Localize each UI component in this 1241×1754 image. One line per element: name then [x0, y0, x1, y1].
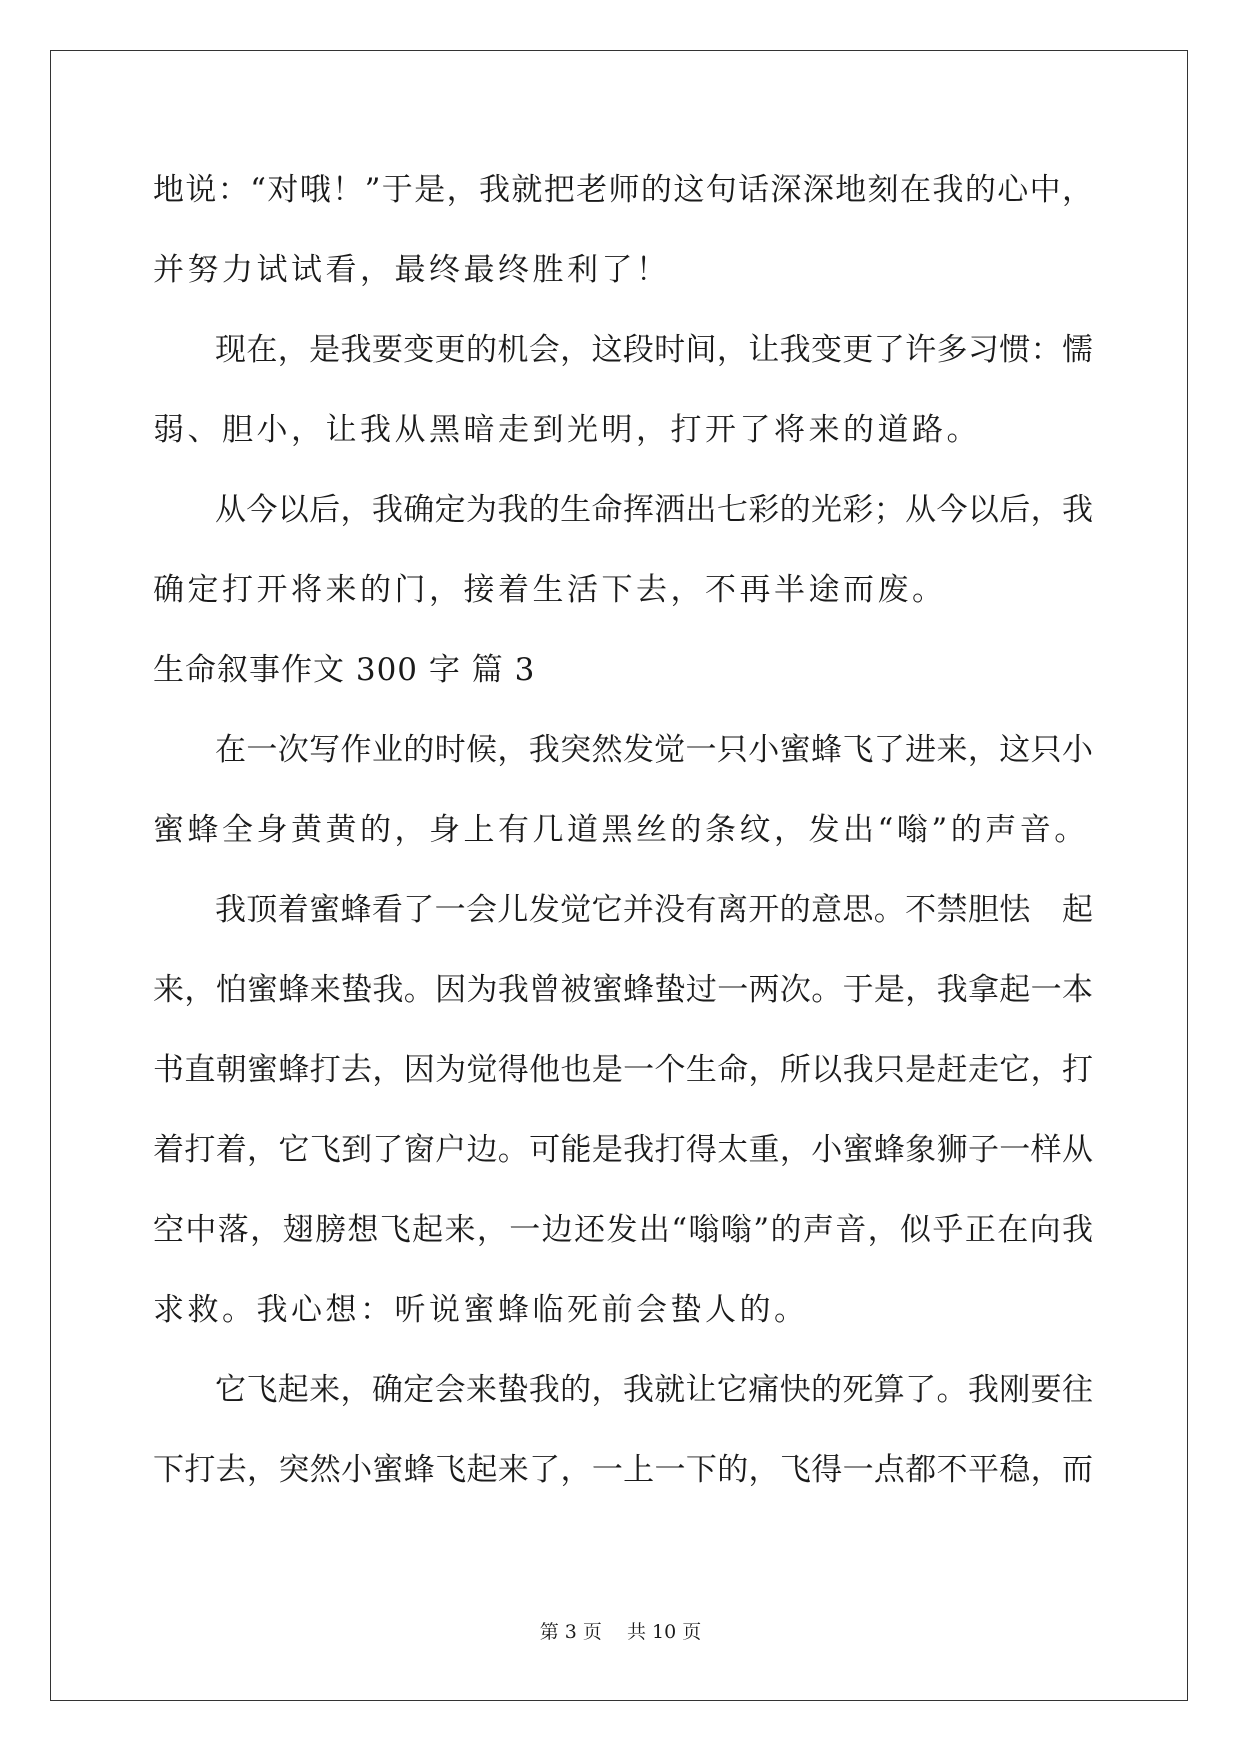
text-line: 空中落，翅膀想飞起来，一边还发出“嗡嗡”的声音，似乎正在向我	[153, 1212, 1093, 1248]
text-line: 并努力试试看，最终最终胜利了！	[153, 252, 671, 288]
text-line: 弱、胆小，让我从黑暗走到光明，打开了将来的道路。	[153, 412, 981, 448]
text-line: 来，怕蜜蜂来蛰我。因为我曾被蜜蜂蛰过一两次。于是，我拿起一本	[153, 972, 1093, 1008]
text-line: 地说：“对哦！”于是，我就把老师的这句话深深地刻在我的心中，	[153, 172, 1093, 208]
text-line: 求救。我心想：听说蜜蜂临死前会蛰人的。	[153, 1292, 809, 1328]
paragraph-first-line: 我顶着蜜蜂看了一会儿发觉它并没有离开的意思。不禁胆怯 起	[215, 892, 1093, 928]
text-line: 下打去，突然小蜜蜂飞起来了，一上一下的，飞得一点都不平稳，而	[153, 1452, 1093, 1488]
paragraph-first-line: 它飞起来，确定会来蛰我的，我就让它痛快的死算了。我刚要往	[215, 1372, 1093, 1408]
text-line: 蜜蜂全身黄黄的，身上有几道黑丝的条纹，发出“嗡”的声音。	[153, 812, 1089, 848]
paragraph-first-line: 从今以后，我确定为我的生命挥洒出七彩的光彩；从今以后，我	[215, 492, 1093, 528]
text-line: 着打着，它飞到了窗户边。可能是我打得太重，小蜜蜂象狮子一样从	[153, 1132, 1093, 1168]
page-number-footer: 第 3 页 共 10 页	[539, 1621, 702, 1643]
paragraph-first-line: 现在，是我要变更的机会，这段时间，让我变更了许多习惯：懦	[215, 332, 1093, 368]
section-heading: 生命叙事作文 300 字 篇 3	[153, 652, 536, 688]
text-line: 书直朝蜜蜂打去，因为觉得他也是一个生命，所以我只是赶走它，打	[153, 1052, 1093, 1088]
text-line: 确定打开将来的门，接着生活下去，不再半途而废。	[153, 572, 947, 608]
paragraph-first-line: 在一次写作业的时候，我突然发觉一只小蜜蜂飞了进来，这只小	[215, 732, 1093, 768]
